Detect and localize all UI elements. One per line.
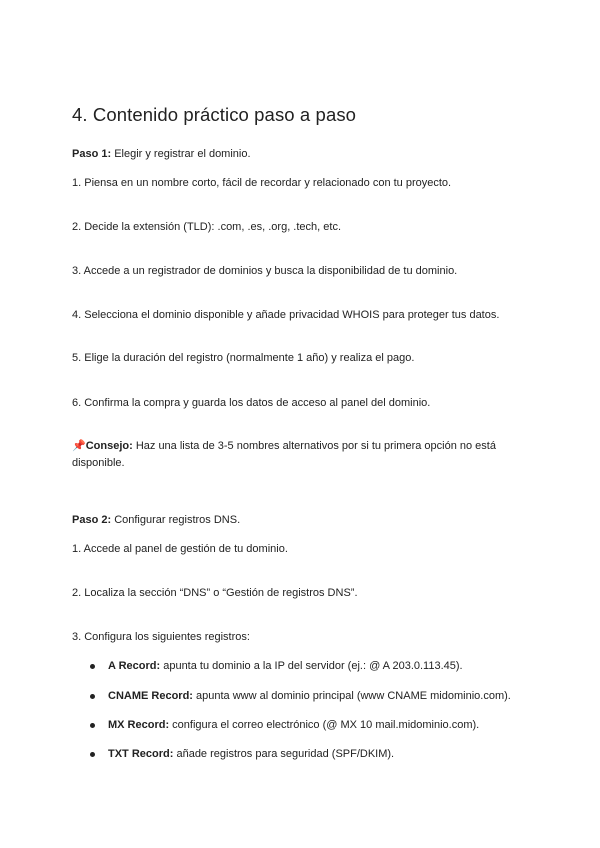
tip-text: Haz una lista de 3-5 nombres alternativos por si tu primera opción no está disponible. — [72, 440, 496, 469]
step2-label: Paso 2: — [72, 514, 112, 526]
bullet-icon — [90, 752, 95, 757]
step2-item-1: 1. Accede al panel de gestión de tu dominio. — [72, 543, 288, 555]
step2-header — [72, 512, 542, 529]
tip-label: Consejo: — [85, 440, 133, 452]
step1-item-6: 6. Confirma la compra y guarda los datos de acceso al panel del dominio. — [72, 397, 431, 409]
record-label: CNAME Record: — [108, 690, 193, 702]
step2-item-3: 3. Configura los siguientes registros: — [72, 631, 250, 643]
step2-title: Configurar registros DNS. — [111, 514, 241, 526]
step1-item-5: 5. Elige la duración del registro (normalmente 1 año) y realiza el pago. — [72, 352, 415, 364]
record-label: MX Record: — [108, 719, 170, 731]
record-label: A Record: — [108, 660, 161, 672]
step1-item-4: 4. Selecciona el dominio disponible y añade privacidad WHOIS para proteger tus datos. — [72, 309, 500, 321]
step1-item-2: 2. Decide la extensión (TLD): .com, .es, .org, .tech, etc. — [72, 221, 342, 233]
step2-item-2: 2. Localiza la sección “DNS” o “Gestión de registros DNS”. — [72, 587, 358, 599]
step1-item-1: 1. Piensa en un nombre corto, fácil de recordar y relacionado con tu proyecto. — [72, 177, 452, 189]
bullet-icon — [90, 694, 95, 699]
record-text: configura el correo electrónico (@ MX 10 mail.midominio.com). — [169, 719, 480, 731]
record-label: TXT Record: — [108, 748, 174, 760]
step1-label: Paso 1: — [72, 148, 112, 160]
record-text: añade registros para seguridad (SPF/DKIM). — [173, 748, 395, 760]
tip-paragraph — [72, 438, 512, 472]
bullet-icon — [90, 664, 95, 669]
record-text: apunta www al dominio principal (www CNAME midominio.com). — [192, 690, 511, 702]
bullet-icon — [90, 723, 95, 728]
step1-title: Elegir y registrar el dominio. — [111, 148, 251, 160]
step1-header — [72, 146, 542, 163]
step1-item-3: 3. Accede a un registrador de dominios y busca la disponibilidad de tu dominio. — [72, 265, 458, 277]
record-text: apunta tu dominio a la IP del servidor (ej.: @ A 203.0.113.45). — [160, 660, 463, 672]
pushpin-icon: 📌 — [72, 440, 86, 452]
section-heading: 4. Contenido práctico paso a paso — [72, 104, 357, 125]
